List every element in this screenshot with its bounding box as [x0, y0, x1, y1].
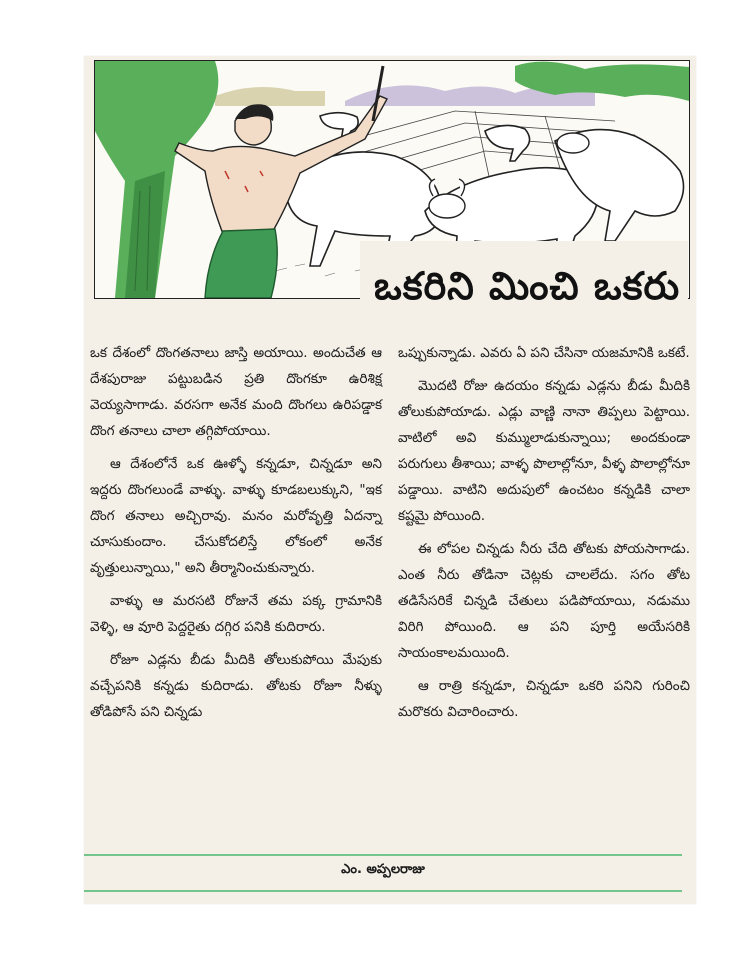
paragraph: ఈ లోపల చిన్నడు నీరు చేది తోటకు పోయసాగాడు. ఎంత నీరు తోడినా చెట్లకు చాలలేదు. సగం తోట తడిసేసరికే చిన్నడి చేతులు పడిపోయాయి, నడుము విరిగి పోయింది. ఆ పని పూర్తి అయేసరికి సాయంకాలమయింది. — [398, 541, 690, 661]
text-column-left — [90, 340, 382, 732]
paragraph: వాళ్ళు ఆ మరసటి రోజునే తమ పక్క గ్రామానికి వెళ్ళి, ఆ వూరి పెద్దరైతు దగ్గిర పనికి కుదిరారు. — [90, 593, 382, 635]
paragraph: మొదటి రోజు ఉదయం కన్నడు ఎడ్లను బీడు మీదికి తోలుకుపోయాడు. ఎడ్లు వాణ్ణి నానా తిప్పలు పెట్టాయి. వాటిలో అవి కుమ్ములాడుకున్నాయి; అందకుండా పరుగులు తీశాయి; వాళ్ళ పొలాల్లోనూ, వీళ్ళ పొలాల్లోనూ పడ్డాయి. వాటిని అదుపులో ఉంచటం కన్నడికి చాలా కష్టమై పోయింది. — [398, 378, 690, 524]
divider-bottom — [84, 890, 682, 892]
paragraph: ఒప్పుకున్నాడు. ఎవరు ఏ పని చేసినా యజమానికి ఒకటే. — [398, 345, 690, 361]
divider-top — [84, 854, 682, 856]
text-column-right — [398, 340, 690, 732]
paragraph: ఆ దేశంలోనే ఒక ఊళ్ళో కన్నడూ, చిన్నడూ అని ఇద్దరు దొంగలుండే వాళ్ళు. వాళ్ళు కూడబలుక్కుని, "ఇక దొంగ తనాలు అచ్చిరావు. మనం మరోవృత్తి ఏదన్నా చూసుకుందాం. చేసుకోదలిస్తే లోకంలో అనేక వృత్తులున్నాయి," అని తీర్మానించుకున్నారు. — [90, 456, 382, 576]
story-title: ఒకరిని మించి ఒకరు — [374, 264, 681, 308]
author-byline: ఎం. అప్పలరాజు — [341, 862, 425, 877]
paragraph: రోజూ ఎడ్లను బీడు మీదికి తోలుకుపోయి మేపుకు వచ్చేపనికి కన్నడు కుదిరాడు. తోటకు రోజూ నీళ్ళు తోడిపోసే పని చిన్నడు — [90, 652, 382, 720]
story-page — [84, 56, 696, 904]
paragraph: ఆ రాత్రి కన్నడూ, చిన్నడూ ఒకరి పనిని గురించి మరొకరు విచారించారు. — [398, 678, 690, 720]
paragraph: ఒక దేశంలో దొంగతనాలు జాస్తి అయాయి. అందుచేత ఆ దేశపురాజు పట్టుబడిన ప్రతి దొంగకూ ఉరిశిక్ష వెయ్యసాగాడు. వరసగా అనేక మంది దొంగలు ఉరిపడ్డాక దొంగ తనాలు చాలా తగ్గిపోయాయి. — [90, 345, 382, 439]
